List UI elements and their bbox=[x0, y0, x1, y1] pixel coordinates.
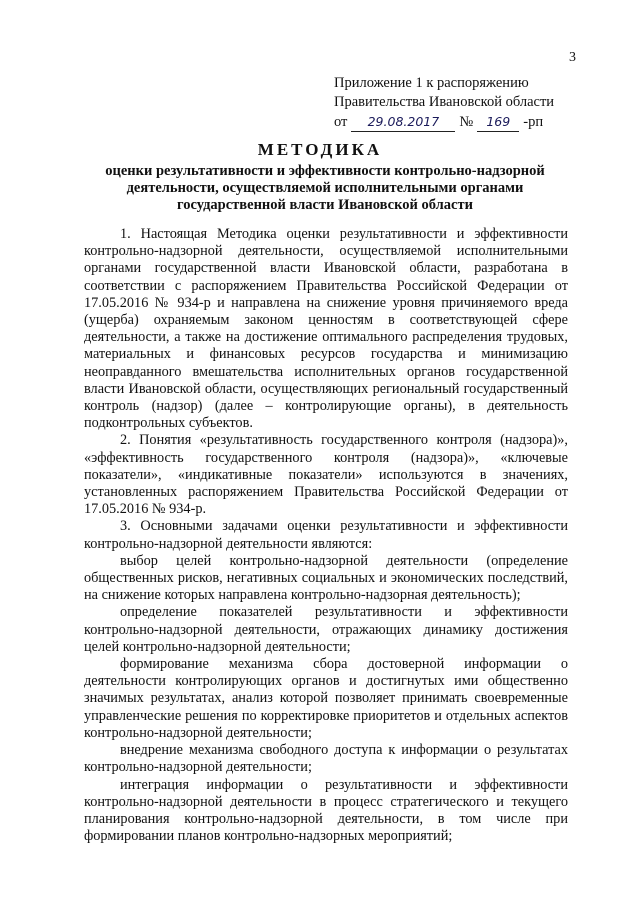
appendix-line-1: Приложение 1 к распоряжению bbox=[334, 75, 529, 91]
document-title: МЕТОДИКА bbox=[257, 140, 383, 159]
paragraph-2: 2. Понятия «результативность государственного контроля (надзора)», «эффективность государственного контроля (надзора)», «ключевые показатели», «индикативные показатели» используются в значениях, установленных распоряжением Правительства Российской Федерации от 17.05.2016 № 934-р. bbox=[84, 432, 568, 518]
document-body bbox=[84, 226, 568, 845]
appendix-date-row bbox=[334, 112, 574, 132]
task-item-3: формирование механизма сбора достоверной информации о деятельности контролирующих органов и достигнутых ими общественно значимых результатах, анализ которой позволяет принимать своевременные управленческие решения по корректировке приоритетов и отдельных аспектов контрольно-надзорной деятельности; bbox=[84, 656, 568, 741]
page-number: 3 bbox=[569, 50, 576, 65]
task-item-1: выбор целей контрольно-надзорной деятельности (определение общественных рисков, негативных социальных и экономических последствий, на снижение которых направлена контрольно-надзорная деятельность); bbox=[84, 552, 568, 604]
paragraph-3: 3. Основными задачами оценки результативности и эффективности контрольно-надзорной деятельности являются: bbox=[84, 518, 568, 552]
appendix-line-2: Правительства Ивановской области bbox=[334, 94, 555, 110]
appendix-header bbox=[334, 74, 574, 132]
number-label: № bbox=[459, 114, 474, 130]
task-item-2: определение показателей результативности и эффективности контрольно-надзорной деятельности, отражающих динамику достижения целей контрольно-надзорной деятельности; bbox=[84, 604, 568, 655]
from-label: от bbox=[334, 114, 348, 130]
document-subtitle: оценки результативности и эффективности контрольно-надзорной деятельности, осуществляемой исполнительными органами государственной власти Ивановской области bbox=[105, 163, 545, 213]
handwritten-date: 29.08.2017 bbox=[351, 112, 455, 132]
task-item-4: внедрение механизма свободного доступа к информации о результатах контрольно-надзорной деятельности; bbox=[84, 742, 568, 776]
paragraph-1: 1. Настоящая Методика оценки результативности и эффективности контрольно-надзорной деятельности, осуществляемой исполнительными органами государственной власти Ивановской области, разработана в соответствии с распоряжением Правительства Российской Федерации от 17.05.2016 № 934-р и направлена на снижение уровня причиняемого вреда (ущерба) охраняемым законом ценностям в соответствующей сфере деятельности, а также на достижение оптимального распределения трудовых, материальных и финансовых ресурсов государства и минимизацию неоправданного вмешательства исполнительных органов государственной власти Ивановской области, осуществляющих региональный государственный контроль (надзор) (далее – контролирующие органы), в деятельность подконтрольных субъектов. bbox=[84, 226, 568, 432]
task-item-5: интеграция информации о результативности и эффективности контрольно-надзорной деятельности в процесс стратегического и текущего планирования контрольно-надзорной деятельности, в том числе при формировании планов контрольно-надзорных мероприятий; bbox=[84, 776, 568, 845]
number-suffix: -рп bbox=[523, 114, 544, 130]
handwritten-number: 169 bbox=[477, 112, 519, 132]
